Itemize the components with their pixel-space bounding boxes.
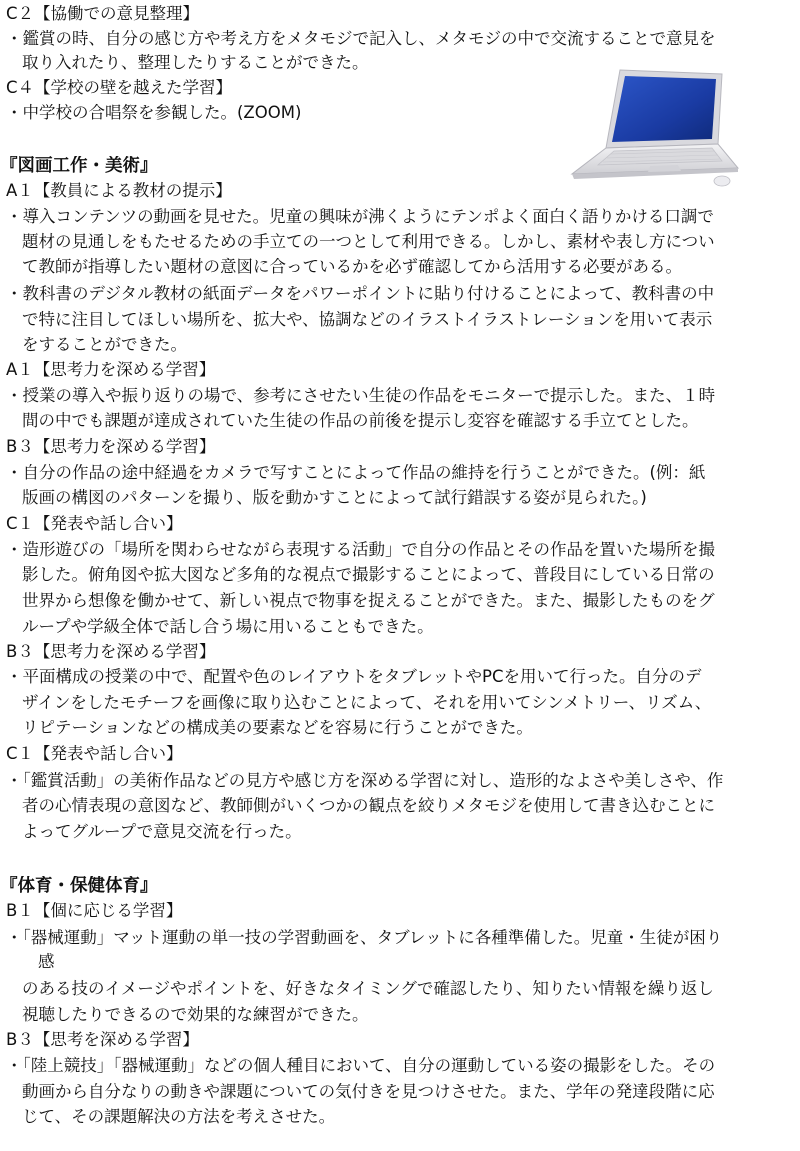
subsection-heading: B３【思考を深める学習】 [6,1030,199,1049]
subsection-heading: B３【思考力を深める学習】 [6,437,216,456]
body-text-line: ・授業の導入や振り返りの場で、参考にさせたい生徒の作品をモニターで提示した。また、１時 [6,386,716,405]
body-text-line: ・教科書のデジタル教材の紙面データをパワーポイントに貼り付けることによって、教科書の中 [6,284,715,303]
subsection-heading: C１【発表や話し合い】 [6,744,183,763]
body-text-line: ・「陸上競技」「器械運動」などの個人種目において、自分の運動している姿の撮影をした。その [6,1056,716,1075]
body-text-line: 影した。俯角図や拡大図など多角的な視点で撮影することによって、普段目にしている日常の [22,565,715,584]
subsection-heading: A１【思考力を深める学習】 [6,360,216,379]
body-text-line: て教師が指導したい題材の意図に合っているかを必ず確認してから活用する必要がある。 [22,257,682,276]
body-text-line: じて、その課題解決の方法を考えさせた。 [22,1107,336,1126]
body-text-line: ・「鑑賞活動」の美術作品などの見方や感じ方を深める学習に対し、造形的なよさや美しさや、作 [6,771,724,790]
subsection-heading: B１【個に応じる学習】 [6,901,183,920]
body-text-line: よってグループで意見交流を行った。 [22,822,302,841]
body-text-line: ループや学級全体で話し合う場に用いることもできた。 [22,617,434,636]
subsection-heading: A１【教員による教材の提示】 [6,181,232,200]
section-title: 『図画工作・美術』 [0,156,158,176]
body-text-line: ・導入コンテンツの動画を見せた。児童の興味が沸くようにテンポよく面白く語りかける口調で [6,207,714,226]
body-text-line: で特に注目してほしい場所を、拡大や、協調などのイラストイラストレーションを用いて表示 [22,310,713,329]
body-text-line: ザインをしたモチーフを画像に取り込むことによって、それを用いてシンメトリー、リズム、 [22,693,712,712]
subsection-heading: B３【思考力を深める学習】 [6,642,216,661]
body-text-line: 版画の構図のパターンを撮り、版を動かすことによって試行錯誤する姿が見られた。) [22,488,647,507]
body-text-line: ・「器械運動」マット運動の単一技の学習動画を、タブレットに各種準備した。児童・生徒が困り [6,928,723,947]
body-text-line: 動画から自分なりの動きや課題についての気付きを見つけさせた。また、学年の発達段階に応 [22,1082,715,1101]
subsection-heading: C２【協働での意見整理】 [6,4,200,23]
body-text-line: ・中学校の合唱祭を参観した。(ZOOM) [6,103,302,122]
body-text-line: ・自分の作品の途中経過をカメラで写すことによって作品の維持を行うことができた。(例：紙 [6,463,706,482]
body-text-line: 取り入れたり、整理したりすることができた。 [22,53,369,72]
body-text-line: 感 [38,952,55,971]
body-text-line: ・鑑賞の時、自分の感じ方や考え方をメタモジで記入し、メタモジの中で交流することで意見を [6,29,716,48]
section-title: 『体育・保健体育』 [0,876,158,896]
body-text-line: をすることができた。 [22,335,187,354]
body-text-line: ・平面構成の授業の中で、配置や色のレイアウトをタブレットやPCを用いて行った。自分のデ [6,667,702,686]
body-text-line: 題材の見通しをもたせるための手立ての一つとして利用できる。しかし、素材や表し方につい [22,232,715,251]
body-text-line: のある技のイメージやポイントを、好きなタイミングで確認したり、知りたい情報を繰り返し [22,979,714,998]
body-text-line: 間の中でも課題が達成されていた生徒の作品の前後を提示し変容を確認する手立てとした。 [22,411,699,430]
body-text-line: 者の心情表現の意図など、教師側がいくつかの観点を絞りメタモジを使用して書き込むことに [22,796,715,815]
subsection-heading: C１【発表や話し合い】 [6,514,183,533]
body-text-line: 世界から想像を働かせて、新しい視点で物事を捉えることができた。また、撮影したものをグ [22,591,715,610]
body-text-line: リピテーションなどの構成美の要素などを容易に行うことができた。 [22,718,533,737]
body-text-line: 視聴したりできるので効果的な練習ができた。 [22,1005,369,1024]
subsection-heading: C４【学校の壁を越えた学習】 [6,78,233,97]
body-text-line: ・造形遊びの「場所を関わらせながら表現する活動」で自分の作品とその作品を置いた場所を撮 [6,540,716,559]
